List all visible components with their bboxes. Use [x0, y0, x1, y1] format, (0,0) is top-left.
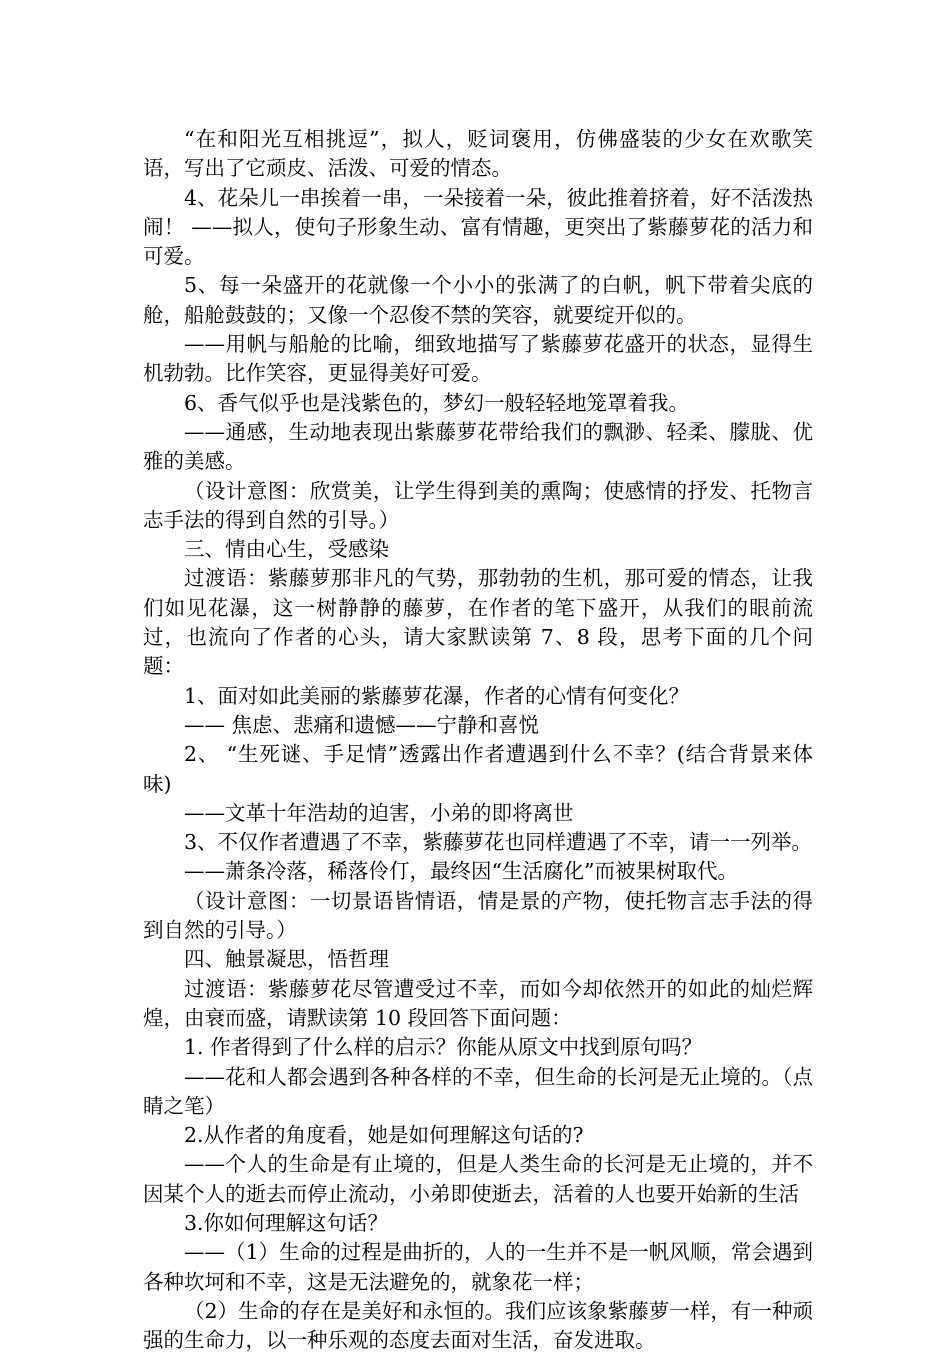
paragraph-6: ——通感，生动地表现出紫藤萝花带给我们的飘渺、轻柔、朦胧、优雅的美感。: [143, 419, 813, 474]
paragraph-4: ——用帆与船舱的比喻，细致地描写了紫藤萝花盛开的状态，显得生机勃勃。比作笑容，更显得美好可爱。: [143, 332, 813, 386]
section-heading-4: 四、触景凝思，悟哲理: [184, 947, 389, 972]
paragraph-22: ——个人的生命是有止境的，但是人类生命的长河是无止境的，并不因某个人的逝去而停止流动，小弟即使逝去，活着的人也要开始新的生活: [143, 1152, 813, 1206]
paragraph-5: 6、香气似乎也是浅紫色的，梦幻一般轻轻地笼罩着我。: [184, 390, 690, 415]
paragraph-15: ——萧条冷落，稀落伶仃，最终因“生活腐化”而被果树取代。: [184, 859, 738, 884]
paragraph-24: ——（1）生命的过程是曲折的，人的一生并不是一帆风顺，常会遇到各种坎坷和不幸，这是无法避免的，就象花一样；: [143, 1240, 813, 1294]
paragraph-18: 过渡语：紫藤萝花尽管遭受过不幸，而如今却依然开的如此的灿烂辉煌，由衰而盛，请默读第 10 段回答下面问题：: [143, 976, 813, 1030]
document-page: [143, 125, 813, 1355]
paragraph-7: （设计意图：欣赏美，让学生得到美的熏陶；使感情的抒发、托物言志手法的得到自然的引导。）: [143, 478, 813, 532]
paragraph-14: 3、不仅作者遭遇了不幸，紫藤萝花也同样遭遇了不幸，请一一列举。: [184, 830, 813, 855]
paragraph-10: 1、面对如此美丽的紫藤萝花瀑，作者的心情有何变化？: [184, 683, 690, 708]
paragraph-1: “在和阳光互相挑逗”，拟人，贬词褒用，仿佛盛装的少女在欢歌笑语，写出了它顽皮、活泼、可爱的情态。: [143, 127, 813, 181]
paragraph-19: 1. 作者得到了什么样的启示？你能从原文中找到原句吗？: [184, 1035, 703, 1060]
paragraph-3: 5、每一朵盛开的花就像一个小小的张满了的白帆，帆下带着尖底的舱，船舱鼓鼓的；又像一个忍俊不禁的笑容，就要绽开似的。: [143, 273, 813, 327]
paragraph-21: 2.从作者的角度看，她是如何理解这句话的?: [184, 1123, 584, 1148]
paragraph-25: （2）生命的存在是美好和永恒的。我们应该象紫藤萝一样，有一种顽强的生命力，以一种乐观的态度去面对生活，奋发进取。: [143, 1298, 813, 1353]
paragraph-11: —— 焦虑、悲痛和遗憾——宁静和喜悦: [184, 712, 540, 737]
paragraph-12: 2、 “生死谜、手足情”透露出作者遭遇到什么不幸？(结合背景来体味): [143, 742, 813, 796]
paragraph-20: ——花和人都会遇到各种各样的不幸，但生命的长河是无止境的。（点睛之笔）: [143, 1064, 813, 1118]
paragraph-23: 3.你如何理解这句话？: [184, 1210, 389, 1235]
paragraph-9: 过渡语：紫藤萝那非凡的气势，那勃勃的生机，那可爱的情态，让我们如见花瀑，这一树静静的藤萝，在作者的笔下盛开，从我们的眼前流过，也流向了作者的心头，请大家默读第 7、8 段，思考下面的几个问题：: [143, 566, 813, 679]
section-heading-3: 三、情由心生，受感染: [184, 537, 389, 562]
paragraph-13: ——文革十年浩劫的迫害，小弟的即将离世: [184, 800, 574, 825]
paragraph-16: （设计意图：一切景语皆情语，情是景的产物，使托物言志手法的得到自然的引导。）: [143, 888, 813, 943]
paragraph-2: 4、花朵儿一串挨着一串，一朵接着一朵，彼此推着挤着，好不活泼热闹！ ——拟人，使句子形象生动、富有情趣，更突出了紫藤萝花的活力和可爱。: [143, 185, 813, 269]
